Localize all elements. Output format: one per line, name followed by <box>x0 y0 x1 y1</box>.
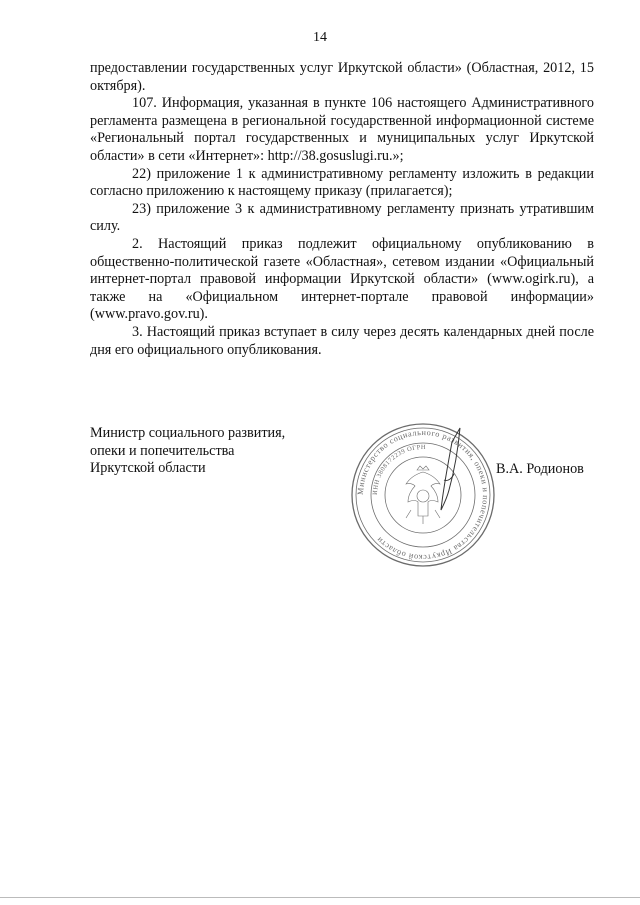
signer-name: В.А. Родионов <box>496 461 584 477</box>
paragraph-item-23: 23) приложение 3 к административному регламенту признать утратившим силу. <box>90 200 594 235</box>
signer-line-2: опеки и попечительства <box>90 442 235 459</box>
paragraph-3-effective: 3. Настоящий приказ вступает в силу через десять календарных дней после дня его официального опубликования. <box>90 323 594 358</box>
signer-line-3: Иркутской области <box>90 460 206 477</box>
seal-inner-text: ИНН 3808172239 ОГРН <box>371 443 427 496</box>
signer-line-1: Министр социального развития, <box>90 425 286 441</box>
document-body <box>90 60 594 359</box>
seal-outer-text: Министерство социального развития, опеки и попечительства Иркутской области <box>355 427 491 563</box>
paragraph-2-publication: 2. Настоящий приказ подлежит официальному опубликованию в общественно-политической газете «Областная», сетевом издании «Официальный интернет-портал правовой информации Иркутской области» (www.ogirk.ru), а также на «Официальном интернет-портале правовой информации» (www.pravo.gov.ru). <box>90 235 594 323</box>
signer-position <box>90 425 350 478</box>
page-number: 14 <box>313 30 327 45</box>
bottom-divider <box>0 897 640 898</box>
coat-of-arms-icon <box>406 466 440 524</box>
paragraph-continuation: предоставлении государственных услуг Иркутской области» (Областная, 2012, 15 октября). <box>90 60 594 94</box>
paragraph-107: 107. Информация, указанная в пункте 106 настоящего Административного регламента размещена в региональной государственной информационной системе «Региональный портал государственных и муниципальных услуг Иркутской области» в сети «Интернет»: http://38.gosuslugi.ru.»; <box>90 95 594 164</box>
paragraph-item-22: 22) приложение 1 к административному регламенту изложить в редакции согласно приложению к настоящему приказу (прилагается); <box>90 165 594 200</box>
official-seal-icon <box>348 420 498 570</box>
